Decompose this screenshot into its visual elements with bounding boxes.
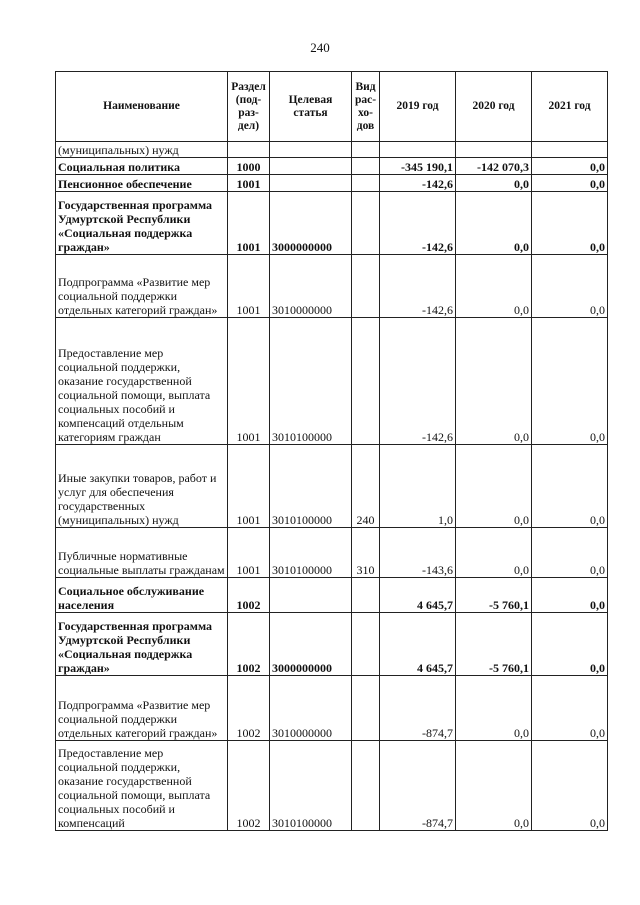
cell-kind — [352, 142, 380, 158]
cell-2020: 0,0 — [456, 255, 532, 318]
cell-article — [270, 158, 352, 175]
cell-kind: 240 — [352, 445, 380, 528]
table-row — [56, 142, 608, 158]
budget-table — [55, 71, 608, 831]
header-2019: 2019 год — [380, 72, 456, 142]
cell-name: Публичные нормативные социальные выплаты гражданам — [56, 528, 228, 578]
cell-2020: 0,0 — [456, 192, 532, 255]
cell-article: 3010100000 — [270, 741, 352, 831]
header-kind: Вид рас-хо-дов — [352, 72, 380, 142]
cell-2019: -142,6 — [380, 318, 456, 445]
cell-2019 — [380, 142, 456, 158]
cell-article — [270, 175, 352, 192]
cell-name: Предоставление мер социальной поддержки, оказание государственной социальной помощи, выплата социальных пособий и компенсаций — [56, 741, 228, 831]
cell-2019: -142,6 — [380, 255, 456, 318]
cell-kind — [352, 318, 380, 445]
cell-2021: 0,0 — [532, 741, 608, 831]
cell-article: 3000000000 — [270, 192, 352, 255]
table-row — [56, 613, 608, 676]
cell-name: Предоставление мер социальной поддержки, оказание государственной социальной помощи, выплата социальных пособий и компенсаций отдельным категориям граждан — [56, 318, 228, 445]
cell-2019: -874,7 — [380, 676, 456, 741]
table-row — [56, 175, 608, 192]
cell-section: 1001 — [228, 318, 270, 445]
cell-article — [270, 578, 352, 613]
cell-2019: 1,0 — [380, 445, 456, 528]
cell-name: Государственная программа Удмуртской Республики «Социальная поддержка граждан» — [56, 192, 228, 255]
cell-name: Подпрограмма «Развитие мер социальной поддержки отдельных категорий граждан» — [56, 676, 228, 741]
cell-2019: -874,7 — [380, 741, 456, 831]
cell-kind — [352, 741, 380, 831]
header-2020: 2020 год — [456, 72, 532, 142]
cell-2019: 4 645,7 — [380, 578, 456, 613]
cell-2020: -5 760,1 — [456, 613, 532, 676]
table-row — [56, 676, 608, 741]
cell-name: Социальная политика — [56, 158, 228, 175]
cell-2019: 4 645,7 — [380, 613, 456, 676]
table-row — [56, 528, 608, 578]
cell-section: 1001 — [228, 528, 270, 578]
cell-article — [270, 142, 352, 158]
table-row — [56, 255, 608, 318]
cell-2019: -142,6 — [380, 175, 456, 192]
cell-article: 3010100000 — [270, 445, 352, 528]
cell-2020: 0,0 — [456, 175, 532, 192]
cell-section: 1001 — [228, 255, 270, 318]
cell-kind — [352, 676, 380, 741]
header-section: Раздел (под-раз-дел) — [228, 72, 270, 142]
cell-section: 1000 — [228, 158, 270, 175]
cell-section: 1001 — [228, 192, 270, 255]
cell-section — [228, 142, 270, 158]
cell-section: 1002 — [228, 578, 270, 613]
cell-2020 — [456, 142, 532, 158]
cell-2020: 0,0 — [456, 676, 532, 741]
cell-2019: -143,6 — [380, 528, 456, 578]
cell-2021: 0,0 — [532, 175, 608, 192]
table-row — [56, 578, 608, 613]
header-2021: 2021 год — [532, 72, 608, 142]
cell-2021: 0,0 — [532, 158, 608, 175]
cell-2021 — [532, 142, 608, 158]
cell-article: 3010000000 — [270, 676, 352, 741]
table-row — [56, 318, 608, 445]
cell-2021: 0,0 — [532, 613, 608, 676]
cell-section: 1001 — [228, 445, 270, 528]
cell-2021: 0,0 — [532, 255, 608, 318]
cell-2020: 0,0 — [456, 528, 532, 578]
cell-name: Социальное обслуживание населения — [56, 578, 228, 613]
cell-2021: 0,0 — [532, 676, 608, 741]
cell-2021: 0,0 — [532, 578, 608, 613]
cell-name: Государственная программа Удмуртской Республики «Социальная поддержка граждан» — [56, 613, 228, 676]
cell-name: Иные закупки товаров, работ и услуг для обеспечения государственных (муниципальных) нужд — [56, 445, 228, 528]
table-row — [56, 192, 608, 255]
cell-2019: -142,6 — [380, 192, 456, 255]
cell-name: Подпрограмма «Развитие мер социальной поддержки отдельных категорий граждан» — [56, 255, 228, 318]
cell-section: 1002 — [228, 613, 270, 676]
cell-kind — [352, 578, 380, 613]
cell-kind: 310 — [352, 528, 380, 578]
cell-kind — [352, 613, 380, 676]
table-row — [56, 741, 608, 831]
page-number: 240 — [310, 40, 330, 55]
cell-2021: 0,0 — [532, 192, 608, 255]
cell-section: 1002 — [228, 676, 270, 741]
cell-2020: 0,0 — [456, 445, 532, 528]
header-name: Наименование — [56, 72, 228, 142]
cell-kind — [352, 158, 380, 175]
cell-article: 3000000000 — [270, 613, 352, 676]
cell-article: 3010000000 — [270, 255, 352, 318]
cell-name: (муниципальных) нужд — [56, 142, 228, 158]
table-row — [56, 445, 608, 528]
cell-article: 3010100000 — [270, 318, 352, 445]
cell-article: 3010100000 — [270, 528, 352, 578]
cell-kind — [352, 175, 380, 192]
table-row — [56, 158, 608, 175]
cell-2020: -5 760,1 — [456, 578, 532, 613]
cell-2021: 0,0 — [532, 528, 608, 578]
cell-2021: 0,0 — [532, 445, 608, 528]
cell-2019: -345 190,1 — [380, 158, 456, 175]
table-header-row — [56, 72, 608, 142]
cell-section: 1002 — [228, 741, 270, 831]
cell-2021: 0,0 — [532, 318, 608, 445]
cell-section: 1001 — [228, 175, 270, 192]
cell-2020: 0,0 — [456, 318, 532, 445]
cell-kind — [352, 255, 380, 318]
cell-2020: -142 070,3 — [456, 158, 532, 175]
header-article: Целевая статья — [270, 72, 352, 142]
cell-2020: 0,0 — [456, 741, 532, 831]
cell-kind — [352, 192, 380, 255]
cell-name: Пенсионное обеспечение — [56, 175, 228, 192]
